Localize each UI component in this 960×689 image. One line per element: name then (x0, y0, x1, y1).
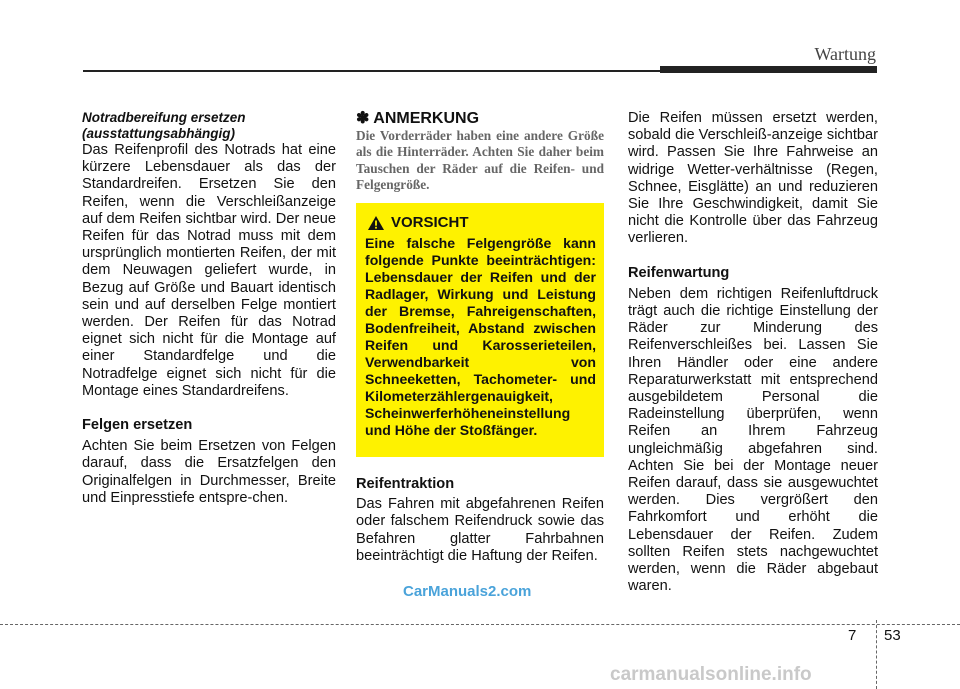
note-heading (356, 110, 604, 128)
note-body: Die Vorderräder haben eine andere Größe als die Hinterräder. Achten Sie daher beim Tauschen der Räder auf die Reifen- und Felgengröße. (356, 128, 604, 192)
subheading-line2: (ausstattungsabhängig) (82, 126, 236, 141)
bottom-watermark: carmanualsonline.info (610, 664, 812, 685)
subheading-spare-tire (82, 110, 336, 142)
heading-traction: Reifentraktion (356, 476, 455, 492)
warning-box (356, 203, 604, 457)
paragraph-spare-tire: Das Reifenprofil des Notrads hat eine kürzere Lebensdauer als das der Standardreifen. Ersetzen Sie den Reifen, wenn die Verschleißanzeige auf dem Reifen sichtbar wird. Der neue Reifen für das Notrad muss mit dem ursprünglich montierten Reifen, der mit dem Neuwagen geliefert wurde, in Bezug auf Größe und Bauart identisch sein und auf derselben Felge montiert werden. Der Reifen für das Notrad eignet sich nicht für die Montage auf einer Standardfelge und die Notradfelge eignet sich nicht für die Montage eines Standardreifens. (82, 142, 336, 399)
chapter-title: Wartung (814, 44, 876, 64)
note-icon: ✽ (356, 110, 370, 127)
warning-triangle-icon (367, 215, 385, 231)
paragraph-traction: Das Fahren mit abgefahrenen Reifen oder falschem Reifendruck sowie das Befahren glatter Fahrbahnen beeinträchtigt die Haftung der Reifen. (356, 496, 604, 564)
warning-title: VORSICHT (391, 214, 469, 231)
column-left (82, 110, 336, 507)
heading-rims: Felgen ersetzen (82, 417, 193, 434)
note-title: ANMERKUNG (373, 110, 480, 127)
paragraph-rims: Achten Sie beim Ersetzen von Felgen darauf, dass die Ersatzfelgen den Originalfelgen in Durchmesser, Breite und Einpresstiefe entspre-chen. (82, 438, 336, 506)
footer-divider (876, 620, 877, 689)
paragraph-replace-tires: Die Reifen müssen ersetzt werden, sobald die Verschleiß-anzeige sichtbar wird. Passen Sie Ihre Fahrweise an widrige Wetter-verhältnisse (Regen, Schnee, Eisglätte) an und reduzieren Sie Ihre Geschwindigkeit, damit Sie nicht die Kontrolle über das Fahrzeug verlieren. (628, 110, 878, 247)
heading-tire-maintenance: Reifenwartung (628, 264, 730, 281)
header-rule (83, 70, 660, 72)
section-number: 7 (848, 627, 857, 644)
column-right (628, 110, 878, 595)
subheading-line1: Notradbereifung ersetzen (82, 110, 246, 125)
warning-header (365, 214, 596, 232)
paragraph-tire-maintenance: Neben dem richtigen Reifenluftdruck trägt auch die richtige Einstellung der Räder zur Minderung des Reifenverschleißes bei. Lassen Sie Ihren Händler oder eine andere Reparaturwerkstatt mit entsprechend ausgebildetem Personal die Radeinstellung überprüfen, wenn Reifen an Ihrem Fahrzeug ungleichmäßig abgefahren sind. Achten Sie bei der Montage neuer Reifen darauf, dass sie ausgewuchtet werden. Dies vergrößert den Fahrkomfort und erhöht die Lebensdauer der Reifen. Zudem sollten Reifen stets nachgewuchtet werden, wenn die Räder abgebaut waren. (628, 285, 878, 595)
header-bar (660, 66, 877, 73)
footer-rule (0, 624, 960, 625)
column-middle-lower (356, 476, 604, 565)
page-number: 53 (884, 627, 901, 644)
column-middle (356, 110, 604, 193)
site-watermark[interactable]: CarManuals2.com (403, 583, 532, 600)
warning-body: Eine falsche Felgengröße kann folgende Punkte beeinträchtigen: Lebensdauer der Reifen und der Radlager, Wirkung und Leistung der Bremse, Fahreigenschaften, Bodenfreiheit, Abstand zwischen Reifen und Karosserieteilen, Verwendbarkeit von Schneeketten, Tachometer- und Kilometerzählergenauigkeit, Scheinwerferhöheneinstellung und Höhe der Stoßfänger. (365, 235, 596, 438)
